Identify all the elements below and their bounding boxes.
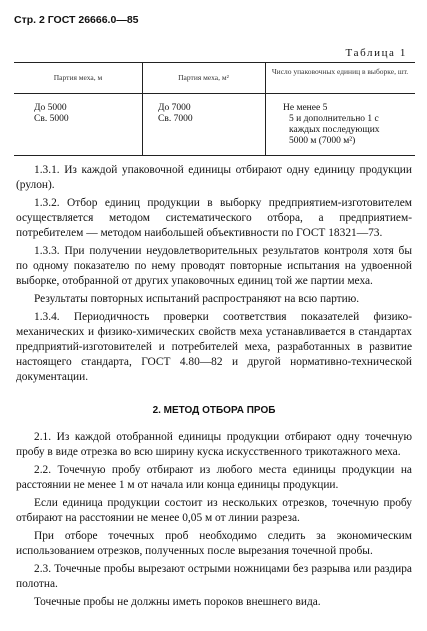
table-cell-line: 5000 м (7000 м²) <box>289 136 356 146</box>
paragraph: При отборе точечных проб необходимо следить за экономическим использованием отрезков, полученных после вырезания точечной пробы. <box>16 530 412 557</box>
table-cell-line: До 7000 <box>158 103 191 113</box>
paragraph: Если единица продукции состоит из нескольких отрезков, точечную пробу отбирают на расстоянии не менее 0,05 м от линии разреза. <box>16 497 412 524</box>
table-title: Таблица 1 <box>345 47 407 59</box>
paragraph: 2.2. Точечную пробу отбирают из любого места единицы продукции на расстоянии не менее 1 м от начала или конца единицы продукции. <box>16 464 412 491</box>
paragraph: 2.1. Из каждой отобранной единицы продукции отбирают одну точечную пробу в виде отрезка во всю ширину куска искусственного трикотажного меха. <box>16 431 412 458</box>
table-cell-line: До 5000 <box>34 103 67 113</box>
paragraph: Результаты повторных испытаний распространяют на всю партию. <box>34 293 360 305</box>
paragraph: 1.3.1. Из каждой упаковочной единицы отбирают одну единицу продукции (рулон). <box>16 164 412 191</box>
table-bottom-rule <box>14 155 415 156</box>
paragraph: 1.3.2. Отбор единиц продукции в выборку предприятием-изготовителем осуществляется методом систематического отбора, а предприятием-потребителем — методом наибольшей объективности по ГОСТ 18321—73. <box>16 197 412 239</box>
document-body <box>16 163 412 613</box>
table-cell-count <box>283 103 380 147</box>
table-header-rule <box>14 93 415 94</box>
table-cell-line: каждых последующих <box>289 125 380 135</box>
table-cell-line: 5 и дополнительно 1 с <box>289 114 379 124</box>
paragraph: 1.3.4. Периодичность проверки соответствия показателей физико-механических и физико-химических свойств меха устанавливается в стандартах предприятий-изготовителей и потребителей меха, разработанных в развитие настоящего стандарта, ГОСТ 4.80—82 и другой нормативно-технической документации. <box>16 311 412 383</box>
section-title: 2. МЕТОД ОТБОРА ПРОБ <box>152 405 276 416</box>
table-header-cell: Число упаковочных единиц в выборке, шт. <box>271 67 409 76</box>
table-cell-line: Св. 5000 <box>34 114 69 124</box>
table-column-divider <box>265 62 266 155</box>
page-header: Стр. 2 ГОСТ 26666.0—85 <box>14 14 139 26</box>
table-header-cell: Партия меха, м <box>53 73 103 82</box>
table-cell-line: Св. 7000 <box>158 114 193 124</box>
table-top-rule <box>14 62 415 63</box>
table-cell-partiya-m2 <box>158 103 193 125</box>
paragraph: 2.3. Точечные пробы вырезают острыми ножницами без разрыва или раздира полотна. <box>16 563 412 590</box>
paragraph: Точечные пробы не должны иметь пороков внешнего вида. <box>34 596 321 608</box>
table-cell-line: Не менее 5 <box>283 103 328 113</box>
paragraph: 1.3.3. При получении неудовлетворительных результатов контроля хотя бы по одному показателю по нему проводят повторные испытания на удвоенной выборке, отобранной от других упаковочных единиц той же партии меха. <box>16 245 412 287</box>
table-header-cell: Партия меха, м² <box>178 73 229 82</box>
table-cell-partiya-m <box>34 103 69 125</box>
